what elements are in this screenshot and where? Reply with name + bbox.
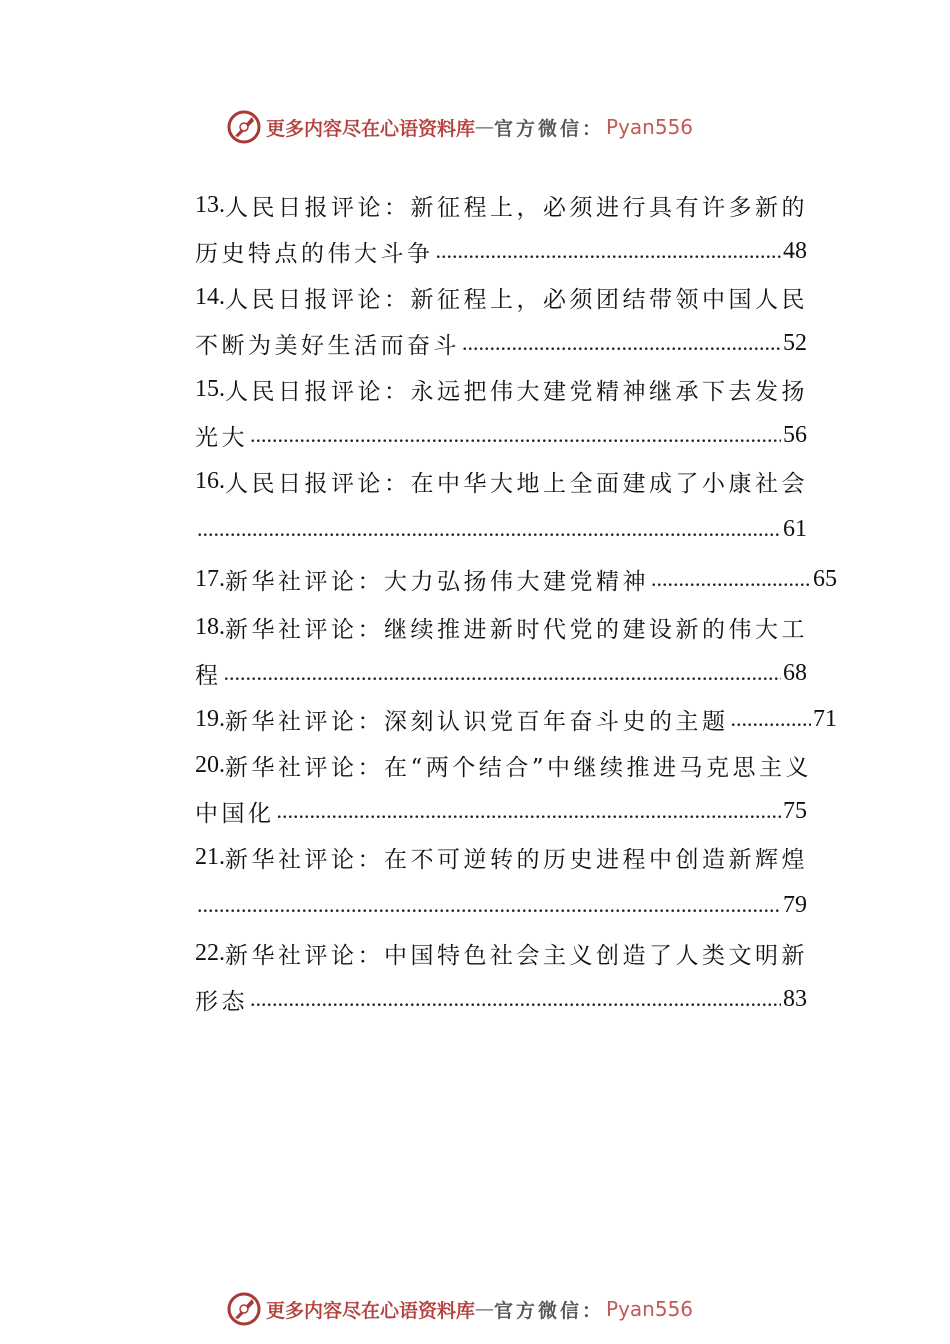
- toc-entry-title: 人民日报评论：新征程上，必须团结带领中国人民: [225, 286, 808, 313]
- toc-entry-number: 18.: [195, 613, 225, 640]
- banner-label: 官方微信：: [494, 117, 605, 140]
- quill-logo-icon: [226, 109, 262, 145]
- toc-page-number: 65: [813, 565, 837, 592]
- dot-leader: [651, 568, 811, 590]
- toc-entry-title-cont: 中国化: [195, 800, 275, 827]
- dot-leader: [224, 662, 782, 684]
- toc-entry-title: 新华社评论：在不可逆转的历史进程中创造新辉煌: [225, 846, 808, 873]
- toc-entry-number: 16.: [195, 467, 225, 494]
- banner-text: 更多内容尽在心语资料库: [266, 1299, 476, 1322]
- banner-text: 更多内容尽在心语资料库: [266, 117, 476, 140]
- toc-entry-title: 新华社评论：在“两个结合”中继续推进马克思主义: [225, 754, 813, 781]
- table-of-contents: [195, 182, 837, 1022]
- toc-entry-13[interactable]: [195, 182, 807, 274]
- dot-leader: [197, 894, 781, 916]
- banner-label: 官方微信：: [494, 1299, 605, 1322]
- toc-page-number: 68: [783, 659, 807, 686]
- dot-leader: [250, 424, 781, 446]
- toc-entry-number: 13.: [195, 191, 225, 218]
- toc-page-number: 79: [783, 891, 807, 918]
- toc-entry-number: 20.: [195, 751, 225, 778]
- toc-entry-title: 新华社评论：深刻认识党百年奋斗史的主题: [225, 708, 729, 735]
- toc-entry-number: 21.: [195, 843, 225, 870]
- toc-entry-title-cont: 形态: [195, 988, 248, 1015]
- header-banner: [226, 107, 693, 147]
- footer-banner: [226, 1289, 693, 1329]
- toc-entry-15[interactable]: [195, 366, 807, 458]
- toc-page-number: 83: [783, 985, 807, 1012]
- dot-leader: [731, 708, 812, 730]
- banner-wechat-id: Pyan556: [606, 1297, 694, 1321]
- toc-entry-number: 22.: [195, 939, 225, 966]
- toc-entry-22[interactable]: [195, 930, 807, 1022]
- toc-entry-18[interactable]: [195, 604, 807, 696]
- toc-page-number: 56: [783, 421, 807, 448]
- toc-entry-number: 15.: [195, 375, 225, 402]
- toc-entry-number: 14.: [195, 283, 225, 310]
- toc-entry-16[interactable]: [195, 458, 807, 554]
- toc-entry-title-cont: 光大: [195, 424, 248, 451]
- toc-entry-title-cont: 程: [195, 662, 222, 689]
- dot-leader: [277, 800, 782, 822]
- toc-page-number: 61: [783, 515, 807, 542]
- dot-leader: [462, 332, 781, 354]
- toc-page-number: 52: [783, 329, 807, 356]
- toc-entry-title: 新华社评论：大力弘扬伟大建党精神: [225, 568, 649, 595]
- toc-entry-14[interactable]: [195, 274, 807, 366]
- toc-entry-title: 新华社评论：中国特色社会主义创造了人类文明新: [225, 942, 808, 969]
- toc-entry-number: 17.: [195, 565, 225, 592]
- toc-entry-19[interactable]: [195, 696, 837, 742]
- dot-leader: [436, 240, 782, 262]
- toc-entry-title: 新华社评论：继续推进新时代党的建设新的伟大工: [225, 616, 808, 643]
- toc-page-number: 75: [783, 797, 807, 824]
- toc-page-number: 71: [813, 705, 837, 732]
- quill-logo-icon: [226, 1291, 262, 1327]
- toc-entry-title: 人民日报评论：新征程上，必须进行具有许多新的: [225, 194, 808, 221]
- toc-entry-17[interactable]: [195, 554, 837, 604]
- toc-entry-20[interactable]: [195, 742, 813, 834]
- toc-entry-title: 人民日报评论：永远把伟大建党精神继承下去发扬: [225, 378, 808, 405]
- toc-entry-title-cont: 历史特点的伟大斗争: [195, 240, 434, 267]
- dot-leader: [250, 988, 781, 1010]
- toc-entry-number: 19.: [195, 705, 225, 732]
- toc-page-number: 48: [783, 237, 807, 264]
- banner-wechat-id: Pyan556: [606, 115, 694, 139]
- banner-separator: —: [475, 1298, 495, 1320]
- banner-separator: —: [475, 116, 495, 138]
- toc-entry-title-cont: 不断为美好生活而奋斗: [195, 332, 460, 359]
- dot-leader: [197, 518, 781, 540]
- toc-entry-title: 人民日报评论：在中华大地上全面建成了小康社会: [225, 470, 808, 497]
- toc-entry-21[interactable]: [195, 834, 807, 930]
